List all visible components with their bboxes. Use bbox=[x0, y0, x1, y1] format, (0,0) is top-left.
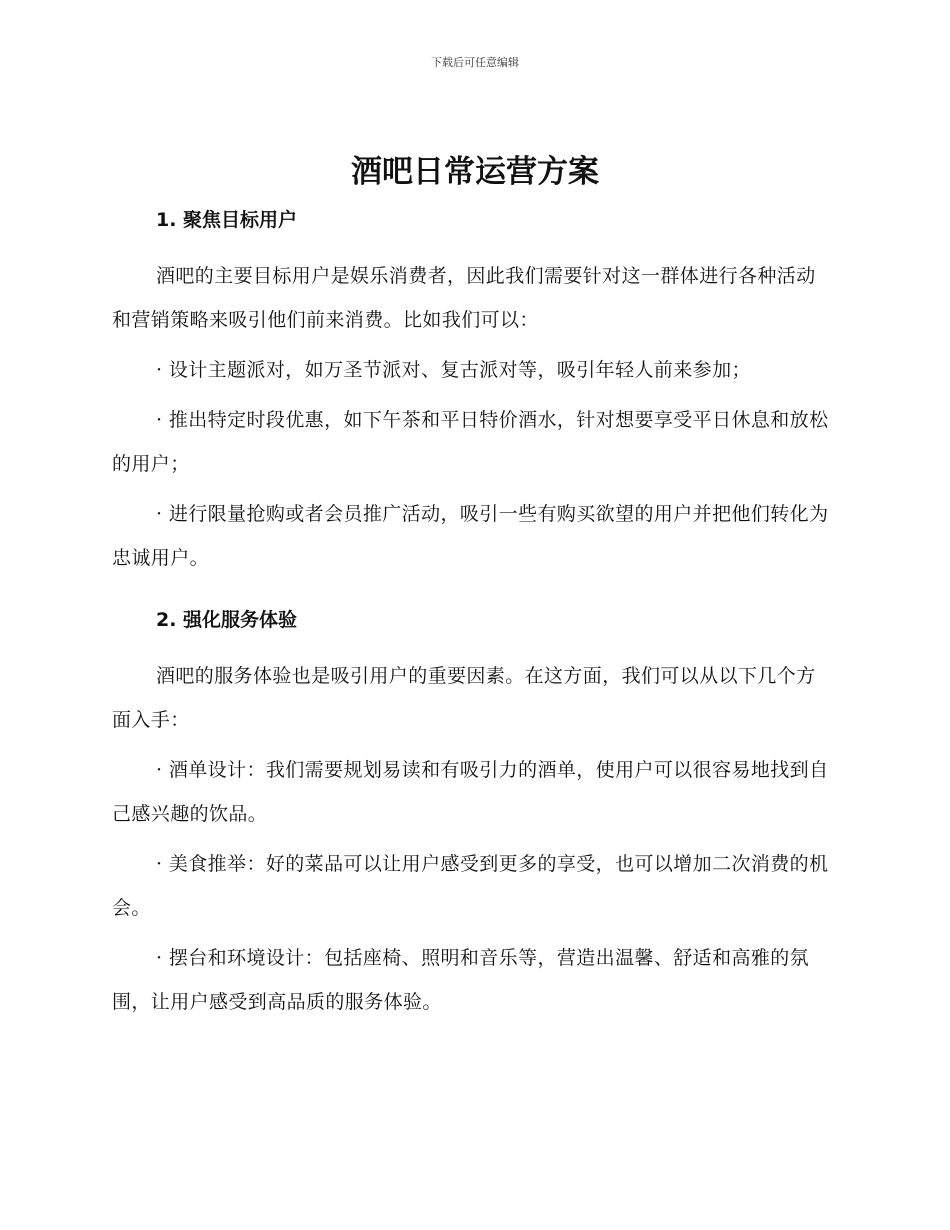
bullet-paragraph: · 酒单设计：我们需要规划易读和有吸引力的酒单，使用户可以很容易地找到自己感兴趣的饮品。 bbox=[112, 759, 829, 825]
section-heading: 1. 聚焦目标用户 bbox=[156, 209, 298, 231]
section-service-experience bbox=[112, 604, 832, 1024]
document-body bbox=[112, 204, 832, 1024]
section-heading: 2. 强化服务体验 bbox=[156, 609, 298, 631]
bullet-paragraph: · 推出特定时段优惠，如下午茶和平日特价酒水，针对想要享受平日休息和放松的用户； bbox=[112, 409, 829, 475]
document-title: 酒吧日常运营方案 bbox=[351, 154, 599, 190]
bullet-paragraph: · 摆台和环境设计：包括座椅、照明和音乐等，营造出温馨、舒适和高雅的氛围，让用户感受到高品质的服务体验。 bbox=[112, 947, 810, 1013]
header-note: 下载后可任意编辑 bbox=[431, 56, 519, 69]
bullet-paragraph: · 美食推举：好的菜品可以让用户感受到更多的享受，也可以增加二次消费的机会。 bbox=[112, 853, 829, 919]
paragraph: 酒吧的服务体验也是吸引用户的重要因素。在这方面，我们可以从以下几个方面入手： bbox=[112, 665, 816, 731]
bullet-paragraph: · 设计主题派对，如万圣节派对、复古派对等，吸引年轻人前来参加； bbox=[156, 359, 751, 381]
section-target-users bbox=[112, 204, 832, 580]
paragraph: 酒吧的主要目标用户是娱乐消费者，因此我们需要针对这一群体进行各种活动和营销策略来吸引他们前来消费。比如我们可以： bbox=[112, 265, 816, 331]
bullet-paragraph: · 进行限量抢购或者会员推广活动，吸引一些有购买欲望的用户并把他们转化为忠诚用户。 bbox=[112, 503, 829, 569]
